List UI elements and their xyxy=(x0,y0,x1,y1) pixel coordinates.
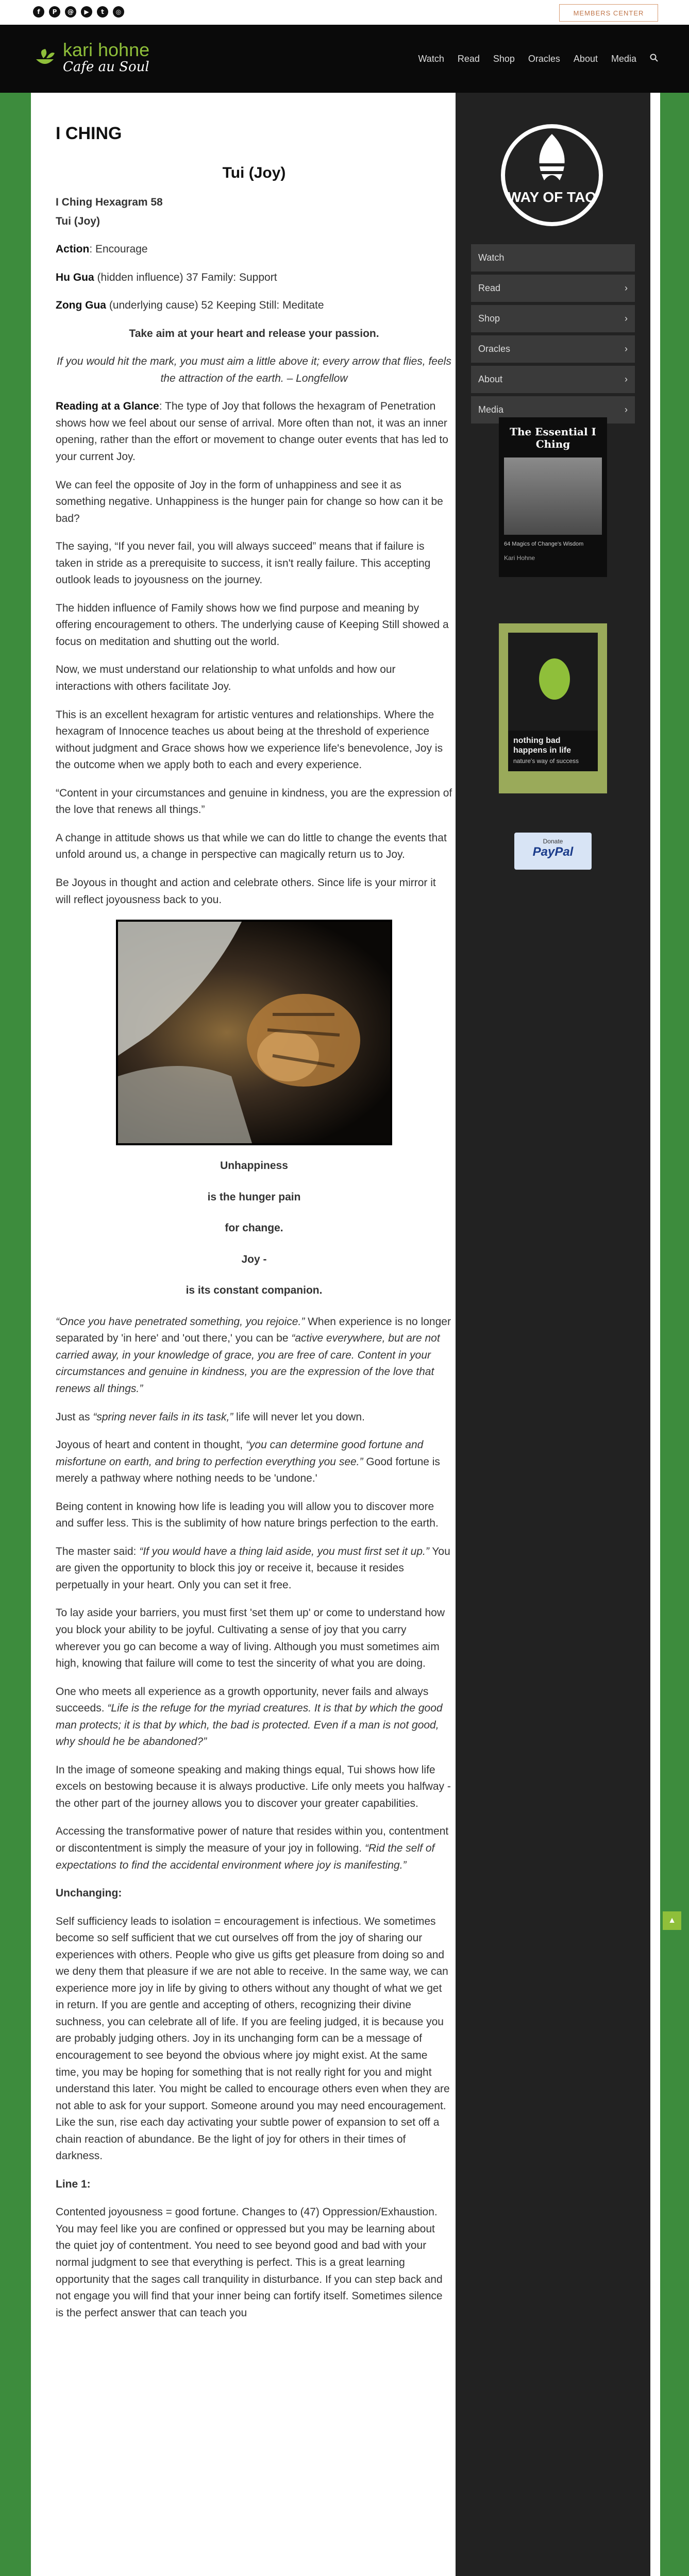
scroll-to-top-button[interactable] xyxy=(663,1911,681,1930)
longfellow-quote: If you would hit the mark, you must aim a little above it; every arrow that flies, feels the attraction of the earth. – Longfellow xyxy=(57,355,451,384)
paragraph: The hidden influence of Family shows how we find purpose and meaning by offering encouragement to others. The underlying cause of Keeping Still showed a focus on meditation and shutting out the world. xyxy=(56,602,449,648)
chevron-right-icon: › xyxy=(625,283,628,293)
hexagram-name: Tui (Joy) xyxy=(56,215,100,227)
sidebar-item-media[interactable]: Media › xyxy=(471,396,635,423)
nav-about[interactable]: About xyxy=(573,54,598,64)
paragraph: The master said: “If you would have a thing laid aside, you must first set it up.” You are given the opportunity to block this joy or receive it, because it resides perpetually in your heart. Only you can set it free. xyxy=(56,1545,450,1591)
sidebar-item-read[interactable]: Read › xyxy=(471,275,635,302)
article-subtitle: Tui (Joy) xyxy=(222,164,286,181)
main-nav xyxy=(418,54,658,64)
chevron-right-icon: › xyxy=(625,404,628,415)
logo-text: WAY OF TAO xyxy=(507,189,597,205)
top-bar xyxy=(0,0,689,25)
paragraph: Contented joyousness = good fortune. Changes to (47) Oppression/Exhaustion. You may feel like you are confined or oppressed but you may be learning about the quiet joy of contentment. You need to see beyond good and bad with your normal judgment to see that everything is perfect. This is a great learning opportunity that the sages call tranquility in disturbance. If you can step back and not engage you will find that your inner being can fortify itself. Sometimes silence is the perfect answer that can teach you xyxy=(56,2206,443,2319)
sidebar-item-about[interactable]: About › xyxy=(471,366,635,393)
page-border-right xyxy=(660,93,689,2576)
paragraph: Now, we must understand our relationship to what unfolds and how our interactions with others facilitate Joy. xyxy=(56,664,396,693)
paragraph: Self sufficiency leads to isolation = encouragement is infectious. We sometimes become so self sufficient that we cut ourselves off from the joy of sharing our experiences with others. People who give us gifts get pleasure from doing so and we deny them that pleasure if we are not able to receive. In the same way, we can experience more joy in life by giving to others without any thought of what we get in return. If you are gentle and accepting of others, recognizing their divine suchness, you can celebrate all of life. If you are feeling judged, it is because you are probably judging others. Joy in its unchanging form can be a message of encouragement to see beyond the obvious where joy might exist. At the same time, you may be hoping for something that is not really right for you and might understand this later. You might be called to encourage others even when they are not able to ask for your support. Someone around you may need encouragement. Like the sun, rise each day activating your subtle power of expansion to set off a chain reaction of abundance. Be the light of joy for others in their times of darkness. xyxy=(56,1915,450,2162)
chevron-up-icon: ▲ xyxy=(668,1916,676,1925)
paragraph: “Content in your circumstances and genuine in kindness, you are the expression of the love that renews all things.” xyxy=(56,787,452,816)
twitter-icon[interactable]: t xyxy=(97,6,108,18)
tiger-cub-photo xyxy=(116,920,392,1145)
paragraph: One who meets all experience as a growth opportunity, never fails and always succeeds. “Life is the refuge for the myriad creatures. It is that by which the good man protects; it is that by which, the bad is protected. Even if a man is not good, why should he be abandoned?” xyxy=(56,1685,443,1748)
social-links xyxy=(33,6,124,18)
nav-media[interactable]: Media xyxy=(611,54,636,64)
chevron-right-icon: › xyxy=(625,344,628,354)
zong-gua-row: Zong Gua (underlying cause) 52 Keeping Still: Meditate xyxy=(56,299,324,312)
reading-at-a-glance: Reading at a Glance: The type of Joy that follows the hexagram of Penetration shows how we feel about our sense of arrival. More often than not, it was an inner opening, rather than the effort or movement to change outer events that has led to your current Joy. xyxy=(56,400,448,463)
paragraph: Joyous of heart and content in thought, “you can determine good fortune and misfortune on earth, and bring to perfection everything you see.” Good fortune is merely a pathway where nothing needs to be 'undone.' xyxy=(56,1439,440,1485)
members-center-button[interactable]: MEMBERS CENTER xyxy=(559,4,658,22)
paragraph: Accessing the transformative power of nature that resides within you, contentment or discontentment is simply the measure of your joy in following. “Rid the self of expectations to find the accidental environment where joy is manifesting.” xyxy=(56,1825,449,1871)
youtube-icon[interactable]: ▶ xyxy=(81,6,92,18)
paragraph: A change in attitude shows us that while we can do little to change the events that unfold around us, a change in perspective can magically return us to Joy. xyxy=(56,832,447,861)
hu-gua-row: Hu Gua (hidden influence) 37 Family: Support xyxy=(56,271,277,283)
search-icon[interactable] xyxy=(650,54,658,64)
paragraph: To lay aside your barriers, you must first 'set them up' or come to understand how you block your ability to be joyful. Cultivating a sense of joy that you carry wherever you go can become a way of living. Although you must sometimes aim high, knowing that failure will come to test the sincerity of what you are doing. xyxy=(56,1607,445,1670)
page-title: I CHING xyxy=(56,124,122,143)
chevron-right-icon: › xyxy=(625,313,628,324)
sidebar-item-oracles[interactable]: Oracles › xyxy=(471,335,635,363)
caption-line: Unhappiness xyxy=(220,1160,288,1172)
instagram-icon[interactable]: ◎ xyxy=(113,6,124,18)
nav-watch[interactable]: Watch xyxy=(418,54,444,64)
caption-line: Joy - xyxy=(241,1253,267,1265)
page-border-left xyxy=(0,93,31,2576)
book-essential-i-ching[interactable]: The Essential I Ching 64 Magics of Change's Wisdom Kari Hohne xyxy=(499,417,607,577)
paragraph: Be Joyous in thought and action and celebrate others. Since life is your mirror it will reflect joyousness back to you. xyxy=(56,876,436,906)
sidebar-menu xyxy=(471,244,635,427)
paragraph: “Once you have penetrated something, you rejoice.” When experience is no longer separated by 'in here' and 'out there,' you can be “active everywhere, but are not carried away, in your knowledge of grace, you are free of care. Content in your circumstances and genuine in kindness, you are the expression of the love that renews all things.” xyxy=(56,1315,451,1395)
article xyxy=(56,124,452,2333)
book-cover-image xyxy=(504,457,602,535)
paragraph: Being content in knowing how life is leading you will allow you to discover more and suffer less. This is the sublimity of how nature brings perfection to the earth. xyxy=(56,1500,439,1530)
paypal-donate-button[interactable]: Donate PayPal xyxy=(514,833,592,870)
section-heading-line1: Line 1: xyxy=(56,2178,91,2190)
section-heading-unchanging: Unchanging: xyxy=(56,1887,122,1900)
sidebar-item-watch[interactable]: Watch xyxy=(471,244,635,272)
nav-read[interactable]: Read xyxy=(457,54,480,64)
leaf-cup-icon xyxy=(33,48,57,69)
paragraph: We can feel the opposite of Joy in the form of unhappiness and see it as something negative. Unhappiness is the hunger pain for change so how can it be bad? xyxy=(56,479,443,524)
nav-oracles[interactable]: Oracles xyxy=(528,54,560,64)
hexagram-line: I Ching Hexagram 58 xyxy=(56,196,163,208)
chevron-right-icon: › xyxy=(625,374,628,384)
tagline: Take aim at your heart and release your passion. xyxy=(129,327,379,340)
site-header xyxy=(0,25,689,93)
book-nothing-bad-happens[interactable]: nothing bad happens in life nature's way of success xyxy=(499,623,607,793)
facebook-icon[interactable]: f xyxy=(33,6,44,18)
site-logo[interactable] xyxy=(33,35,149,81)
paragraph: This is an excellent hexagram for artistic ventures and relationships. Where the hexagram of Innocence teaches us about being at the threshold of experience without judgment and Grace shows how we experience life's benevolence, Joy is the outcome when we apply both to each and every experience. xyxy=(56,708,443,771)
way-of-tao-logo[interactable] xyxy=(482,124,621,227)
caption-line: for change. xyxy=(225,1222,283,1234)
paragraph: The saying, “If you never fail, you will always succeed” means that if failure is taken in stride as a prerequisite to success, it isn't really failure. This accepting outlook leads to joyousness on the journey. xyxy=(56,540,431,586)
sidebar xyxy=(456,93,650,2576)
sidebar-item-shop[interactable]: Shop › xyxy=(471,305,635,332)
nav-shop[interactable]: Shop xyxy=(493,54,515,64)
paragraph: Just as “spring never fails in its task,” life will never let you down. xyxy=(56,1411,365,1423)
paragraph: In the image of someone speaking and making things equal, Tui shows how life excels on bestowing because it is always productive. Life only meets you halfway - the other part of the journey allows you to discover your greater capabilities. xyxy=(56,1764,451,1809)
logo-name: kari hohne xyxy=(63,39,150,61)
caption-line: is its constant companion. xyxy=(186,1284,323,1297)
caption-line: is the hunger pain xyxy=(207,1191,301,1203)
action-row: Action: Encourage xyxy=(56,243,148,256)
threads-icon[interactable]: @ xyxy=(65,6,76,18)
logo-tagline: Cafe au Soul xyxy=(63,59,149,75)
pinterest-icon[interactable]: P xyxy=(49,6,60,18)
